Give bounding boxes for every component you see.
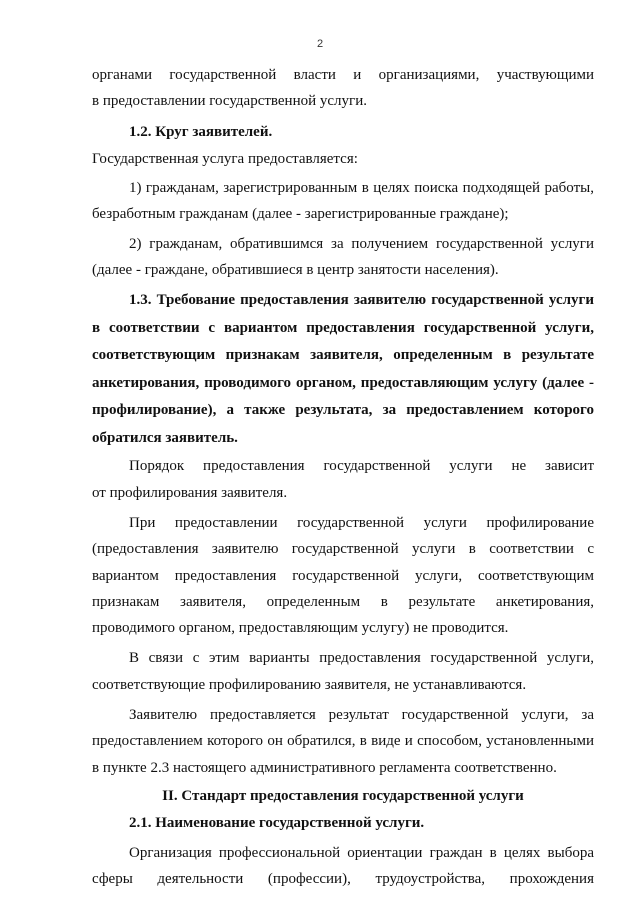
text-line: (предоставления заявителю государственной услуги в соответствии с: [92, 541, 594, 558]
text-line: В связи с этим варианты предоставления государственной услуги,: [129, 650, 594, 667]
section-heading-ii: II. Стандарт предоставления государственной услуги: [162, 787, 524, 804]
paragraph-result: [92, 702, 594, 781]
text-line: в предоставлении государственной услуги.: [92, 93, 367, 110]
text-line: соответствующие профилированию заявителя, не устанавливаются.: [92, 676, 527, 693]
paragraph-procedure: [92, 453, 594, 506]
text-line: 1) гражданам, зарегистрированным в целях поиска подходящей работы,: [129, 180, 594, 197]
text-line: Организация профессиональной ориентации граждан в целях выбора: [129, 844, 594, 861]
text-line: 1.3. Требование предоставления заявителю государственной услуги: [129, 292, 594, 309]
text-line: анкетирования, проводимого органом, предоставляющим услугу (далее -: [92, 374, 594, 391]
text-line: При предоставлении государственной услуги профилирование: [129, 514, 594, 531]
page-number: 2: [316, 38, 324, 50]
text-line: предоставлением которого он обратился, в виде и способом, установленными: [92, 733, 594, 750]
text-line: Порядок предоставления государственной услуги не зависит: [129, 458, 594, 475]
document-body: [92, 62, 594, 892]
list-item-applied-citizens: [92, 231, 594, 284]
text-line: признакам заявителя, определенным в результате анкетирования,: [92, 593, 594, 610]
text-line: Заявителю предоставляется результат государственной услуги, за: [129, 707, 594, 724]
text-line: вариантом предоставления государственной услуги, соответствующим: [92, 567, 594, 584]
heading-2-1: 2.1. Наименование государственной услуги.: [129, 815, 425, 832]
list-item-registered-citizens: [92, 175, 594, 228]
paragraph-profiling: [92, 510, 594, 641]
paragraph-service-name: [92, 840, 594, 893]
paragraph-variants: [92, 645, 594, 698]
text-line: безработным гражданам (далее - зарегистрированные граждане);: [92, 206, 509, 223]
text-line: в соответствии с вариантом предоставления государственной услуги,: [92, 319, 594, 336]
heading-1-3: [92, 287, 594, 452]
paragraph-intro: [92, 62, 594, 115]
text-line: 2) гражданам, обратившимся за получением государственной услуги: [129, 235, 594, 252]
text-line: проводимого органом, предоставляющим услугу) не проводится.: [92, 620, 509, 637]
text-line: профилирование), а также результата, за предоставлением которого: [92, 402, 594, 419]
text-line: (далее - граждане, обратившиеся в центр занятости населения).: [92, 262, 499, 279]
text-line: органами государственной власти и организациями, участвующими: [92, 67, 594, 83]
text-line: сферы деятельности (профессии), трудоустройства, прохождения: [92, 870, 594, 887]
text-line: соответствующим признакам заявителя, определенным в результате: [92, 347, 594, 364]
text-line: в пункте 2.3 настоящего административного регламента соответственно.: [92, 759, 557, 776]
text-line: обратился заявитель.: [92, 429, 238, 446]
paragraph-service-provided: Государственная услуга предоставляется:: [92, 150, 358, 167]
text-line: от профилирования заявителя.: [92, 484, 288, 501]
heading-1-2: 1.2. Круг заявителей.: [129, 123, 273, 140]
